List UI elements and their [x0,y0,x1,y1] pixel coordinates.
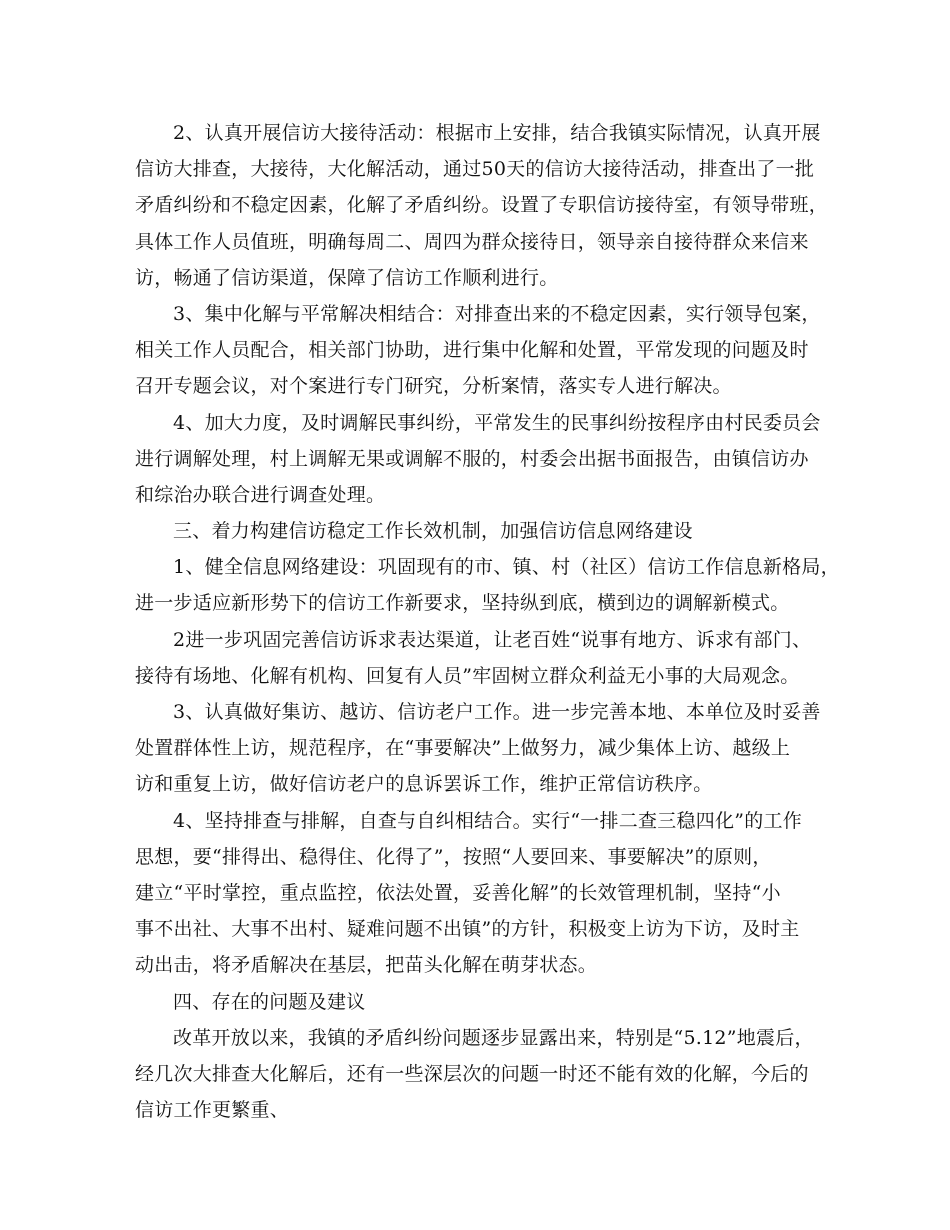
text-line: 接待有场地、化解有机构、回复有人员”牢固树立群众利益无小事的大局观念。 [135,664,800,687]
text-line: 思想，要“排得出、稳得住、化得了”，按照“人要回来、事要解决”的原则， [135,845,772,868]
text-line: 3、集中化解与平常解决相结合：对排查出来的不稳定因素，实行领导包案， [173,302,821,325]
text-line: 建立“平时掌控，重点监控，依法处置，妥善化解”的长效管理机制，坚持“小 [135,881,781,904]
text-line: 处置群体性上访，规范程序，在“事要解决”上做努力，减少集体上访、越级上 [135,737,791,760]
text-line: 召开专题会议，对个案进行专门研究，分析案情，落实专人进行解决。 [135,375,732,398]
text-line: 相关工作人员配合，相关部门协助，进行集中化解和处置，平常发现的问题及时 [135,339,809,362]
text-line: 访，畅通了信访渠道，保障了信访工作顺利进行。 [135,266,559,289]
text-line: 三、着力构建信访稳定工作长效机制，加强信访信息网络建设 [173,520,693,543]
text-line: 4、加大力度，及时调解民事纠纷，平常发生的民事纠纷按程序由村民委员会 [173,411,821,434]
text-line: 事不出社、大事不出村、疑难问题不出镇”的方针，积极变上访为下访，及时主 [135,918,800,941]
text-line: 2进一步巩固完善信访诉求表达渠道，让老百姓“说事有地方、诉求有部门、 [173,628,812,651]
text-line: 经几次大排查大化解后，还有一些深层次的问题一时还不能有效的化解，今后的 [135,1062,809,1085]
text-line: 信访大排查，大接待，大化解活动，通过50天的信访大接待活动，排查出了一批 [135,158,815,181]
text-line: 具体工作人员值班，明确每周二、周四为群众接待日，领导亲自接待群众来信来 [135,230,809,253]
text-line: 访和重复上访，做好信访老户的息诉罢诉工作，维护正常信访秩序。 [135,773,713,796]
text-line: 进行调解处理，村上调解无果或调解不服的，村委会出据书面报告，由镇信访办 [135,447,809,470]
document-body [135,115,840,1128]
text-line: 信访工作更繁重、 [135,1099,290,1122]
text-line: 动出击，将矛盾解决在基层，把苗头化解在萌芽状态。 [135,954,598,977]
text-line: 矛盾纠纷和不稳定因素，化解了矛盾纠纷。设置了专职信访接待室，有领导带班， [135,194,829,217]
text-line: 改革开放以来，我镇的矛盾纠纷问题逐步显露出来，特别是“5.12”地震后， [173,1026,814,1049]
text-line: 和综治办联合进行调查处理。 [135,483,386,506]
text-line: 2、认真开展信访大接待活动：根据市上安排，结合我镇实际情况，认真开展 [173,122,821,144]
text-line: 四、存在的问题及建议 [173,990,366,1013]
text-line: 3、认真做好集访、越访、信访老户工作。进一步完善本地、本单位及时妥善 [173,701,821,723]
text-line: 1、健全信息网络建设：巩固现有的市、镇、村（社区）信访工作信息新格局， [173,556,840,579]
text-line: 进一步适应新形势下的信访工作新要求，坚持纵到底，横到边的调解新模式。 [135,592,790,615]
text-line: 4、坚持排查与排解，自查与自纠相结合。实行“一排二查三稳四化”的工作 [173,809,803,832]
